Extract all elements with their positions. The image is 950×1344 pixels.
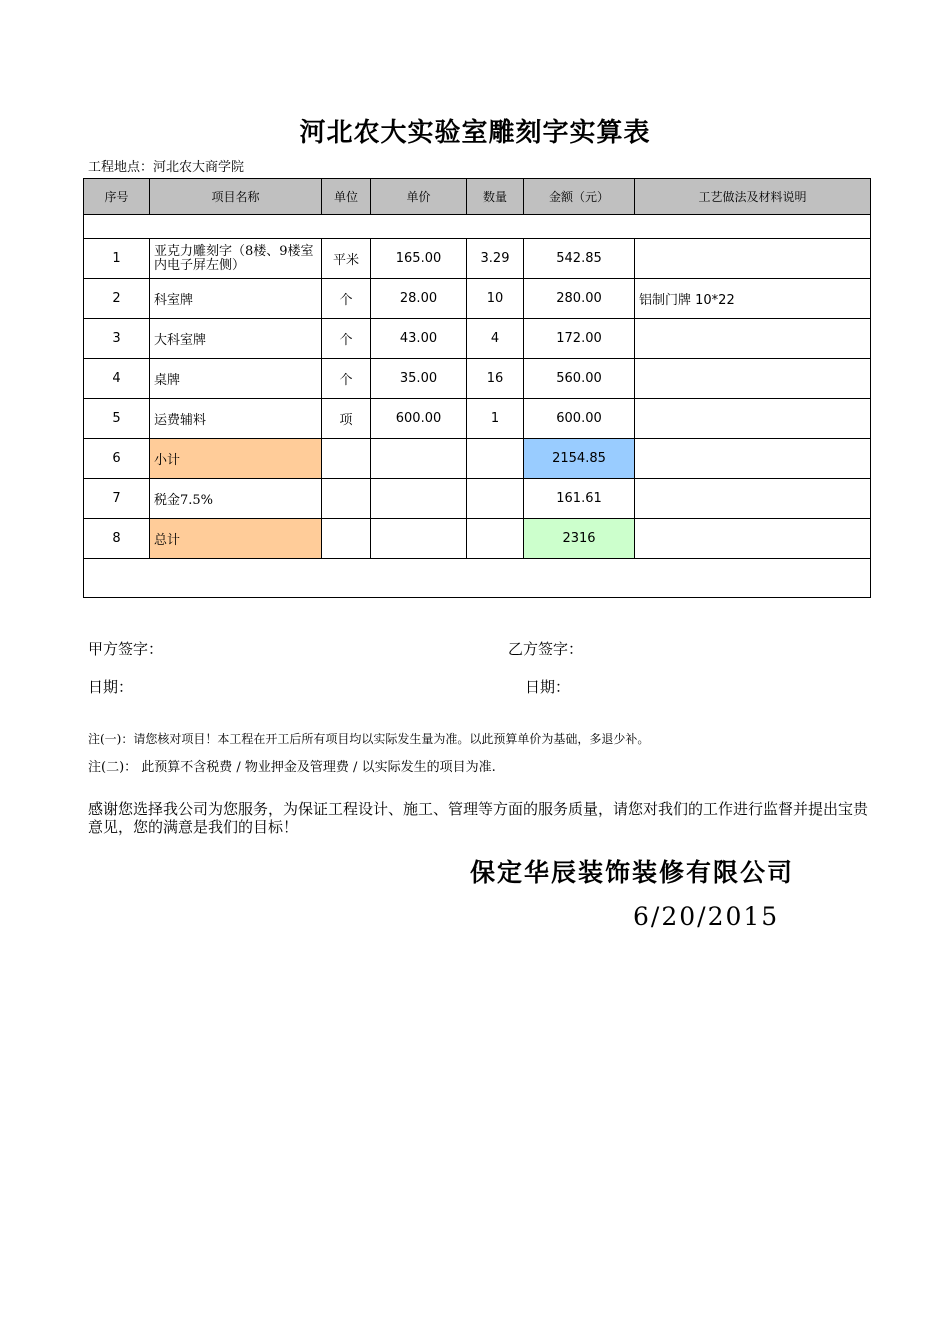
- cell-no: 1: [84, 239, 150, 279]
- cell-note: [635, 439, 871, 479]
- cell-price: [371, 479, 467, 519]
- cell-price: 43.00: [371, 319, 467, 359]
- subtotal-row: [84, 439, 871, 479]
- cell-name: 亚克力雕刻字（8楼、9楼室内电子屏左侧）: [150, 239, 322, 279]
- party-a-date-label: 日期：: [88, 678, 134, 696]
- page-title: 河北农大实验室雕刻字实算表: [299, 118, 651, 148]
- project-location: 工程地点：河北农大商学院: [88, 160, 245, 175]
- blank-row: [84, 215, 871, 239]
- cell-unit: [322, 479, 371, 519]
- table-header-row: [84, 179, 871, 215]
- party-b-signature-label: 乙方签字：: [508, 640, 584, 658]
- total-row: [84, 519, 871, 559]
- document-date: 6/20/2015: [633, 902, 780, 931]
- tax-row: [84, 479, 871, 519]
- thanks-message: 感谢您选择我公司为您服务，为保证工程设计、施工、管理等方面的服务质量，请您对我们的工作进行监督并提出宝贵意见，您的满意是我们的目标！: [88, 800, 869, 836]
- cell-unit: [322, 519, 371, 559]
- cell-price: 35.00: [371, 359, 467, 399]
- budget-table: [83, 178, 871, 598]
- cell-price: [371, 439, 467, 479]
- empty-footer-cell: [84, 559, 871, 598]
- cell-qty: [467, 479, 524, 519]
- cell-note: [635, 359, 871, 399]
- cell-qty: 3.29: [467, 239, 524, 279]
- header-price: 单价: [371, 179, 467, 215]
- note-one: 注(一)：请您核对项目！本工程在开工后所有项目均以实际发生量为准。以此预算单价为基础，多退少补。: [88, 732, 650, 746]
- cell-note: [635, 239, 871, 279]
- company-name: 保定华辰装饰装修有限公司: [470, 858, 795, 887]
- cell-unit: 项: [322, 399, 371, 439]
- cell-note: 铝制门牌 10*22: [635, 279, 871, 319]
- cell-amount: 600.00: [524, 399, 635, 439]
- cell-unit: [322, 439, 371, 479]
- cell-unit: 个: [322, 319, 371, 359]
- cell-note: [635, 479, 871, 519]
- cell-no: 2: [84, 279, 150, 319]
- table-row: [84, 239, 871, 279]
- cell-qty: 10: [467, 279, 524, 319]
- blank-cell: [84, 215, 871, 239]
- cell-amount: 280.00: [524, 279, 635, 319]
- cell-amount: 560.00: [524, 359, 635, 399]
- cell-unit: 个: [322, 279, 371, 319]
- cell-no: 6: [84, 439, 150, 479]
- header-note: 工艺做法及材料说明: [635, 179, 871, 215]
- party-a-signature-label: 甲方签字：: [88, 640, 164, 658]
- cell-price: 165.00: [371, 239, 467, 279]
- cell-no: 8: [84, 519, 150, 559]
- total-amount: 2316: [524, 519, 635, 559]
- header-qty: 数量: [467, 179, 524, 215]
- cell-qty: 16: [467, 359, 524, 399]
- subtotal-amount: 2154.85: [524, 439, 635, 479]
- cell-note: [635, 399, 871, 439]
- cell-name: 运费辅料: [150, 399, 322, 439]
- empty-footer-row: [84, 559, 871, 598]
- header-no: 序号: [84, 179, 150, 215]
- subtotal-label: 小计: [150, 439, 322, 479]
- cell-amount: 542.85: [524, 239, 635, 279]
- header-unit: 单位: [322, 179, 371, 215]
- cell-no: 4: [84, 359, 150, 399]
- table-row: [84, 319, 871, 359]
- cell-name: 大科室牌: [150, 319, 322, 359]
- total-label: 总计: [150, 519, 322, 559]
- cell-unit: 个: [322, 359, 371, 399]
- table-row: [84, 399, 871, 439]
- cell-name: 桌牌: [150, 359, 322, 399]
- cell-note: [635, 319, 871, 359]
- cell-qty: [467, 519, 524, 559]
- cell-amount: 172.00: [524, 319, 635, 359]
- cell-qty: 4: [467, 319, 524, 359]
- cell-price: [371, 519, 467, 559]
- cell-qty: 1: [467, 399, 524, 439]
- header-amount: 金额（元）: [524, 179, 635, 215]
- note-two: 注(二)： 此预算不含税费 / 物业押金及管理费 / 以实际发生的项目为准.: [88, 760, 496, 775]
- cell-no: 5: [84, 399, 150, 439]
- cell-price: 600.00: [371, 399, 467, 439]
- cell-price: 28.00: [371, 279, 467, 319]
- party-b-date-label: 日期：: [525, 678, 571, 696]
- header-name: 项目名称: [150, 179, 322, 215]
- table-row: [84, 359, 871, 399]
- cell-name: 科室牌: [150, 279, 322, 319]
- cell-qty: [467, 439, 524, 479]
- cell-no: 7: [84, 479, 150, 519]
- cell-unit: 平米: [322, 239, 371, 279]
- cell-note: [635, 519, 871, 559]
- table-row: [84, 279, 871, 319]
- tax-amount: 161.61: [524, 479, 635, 519]
- tax-label: 税金7.5%: [150, 479, 322, 519]
- cell-no: 3: [84, 319, 150, 359]
